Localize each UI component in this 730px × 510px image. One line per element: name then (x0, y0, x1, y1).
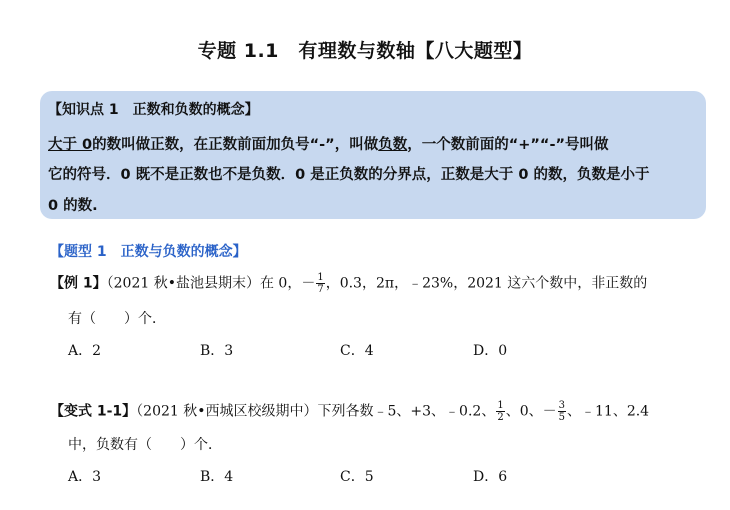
variant-text: 、0、 (505, 403, 543, 420)
minus-sign: － (542, 403, 557, 420)
variant-1-1-line-1 (50, 400, 649, 423)
example-text: ，0.3，2π，﹣23%，2021 这六个数中，非正数的 (325, 275, 648, 292)
variant-1-1-line-2: 中，负数有（ ）个． (68, 437, 222, 453)
fraction: $\frac{3}{5}$ (558, 400, 565, 423)
knowledge-line-2: 它的符号．0 既不是正数也不是负数．0 是正负数的分界点，正数是大于 0 的数，负数是小于 (48, 167, 650, 183)
option-a: A．2 (68, 343, 102, 359)
knowledge-heading: 【知识点 1 正数和负数的概念】 (48, 102, 259, 118)
page-title: 专题 1.1 有理数与数轴【八大题型】 (197, 40, 533, 62)
example-1-line-1 (50, 272, 647, 295)
knowledge-line-1 (48, 133, 609, 154)
knowledge-text: 的数叫做正数，在正数前面加负号“-”，叫做 (92, 137, 379, 153)
option-c: C．5 (340, 469, 374, 485)
option-c: C．4 (340, 343, 374, 359)
example-1-line-2: 有（ ）个． (68, 311, 166, 327)
fraction: $\frac{1}{2}$ (497, 400, 504, 423)
option-a: A．3 (68, 469, 102, 485)
fraction: $\frac{1}{7}$ (317, 272, 324, 295)
option-b: B．4 (200, 469, 234, 485)
minus-sign: － (301, 275, 316, 292)
option-d: D．0 (473, 343, 508, 359)
knowledge-line-3: 0 的数. (48, 198, 98, 214)
option-b: B．3 (200, 343, 234, 359)
variant-label: 【变式 1-1】 (50, 403, 137, 420)
variant-text: 、﹣11、2.4 (567, 403, 650, 420)
example-text: （2021 秋•盐池县期末）在 0， (106, 275, 302, 292)
variant-text: （2021 秋•西城区校级期中）下列各数﹣5、+3、﹣0.2、 (136, 403, 496, 420)
underlined-term-negative: 负数 (378, 137, 408, 153)
knowledge-text: ，一个数前面的“+”“-”号叫做 (407, 137, 609, 153)
example-label: 【例 1】 (50, 275, 107, 292)
underlined-term-positive: 大于 0 (48, 137, 93, 153)
question-type-heading: 【题型 1 正数与负数的概念】 (50, 244, 247, 260)
option-d: D．6 (473, 469, 508, 485)
